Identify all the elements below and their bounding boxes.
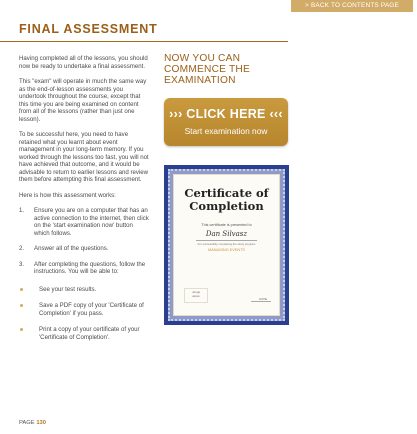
certificate-paper	[173, 174, 280, 316]
certificate-name-line	[196, 240, 257, 241]
step-text: After completing the questions, follow the instructions. You will be able to:	[34, 260, 146, 275]
list-item	[19, 302, 149, 317]
back-to-contents-button[interactable]: > BACK TO CONTENTS PAGE	[291, 0, 413, 12]
step-number: 2.	[19, 245, 25, 252]
certificate-seal-line1: Jongs	[191, 290, 200, 294]
list-item-text: Save a PDF copy of your 'Certificate of Completion' if you pass.	[39, 302, 144, 317]
certificate-date-label: DATE	[259, 297, 267, 301]
list-item-text: See your test results.	[39, 285, 97, 293]
certificate-title	[174, 187, 279, 212]
page-number	[19, 420, 46, 426]
cta-main-label: ››› CLICK HERE ‹‹‹	[169, 107, 283, 121]
step-item	[19, 207, 149, 237]
body-text	[19, 55, 149, 350]
step-number: 1.	[19, 207, 25, 214]
bullet-icon	[19, 302, 39, 317]
certificate-seal	[184, 288, 208, 303]
certificate-image	[164, 165, 289, 325]
step-text: Ensure you are on a computer that has an active connection to the internet, then click on the 'start examination now' button which follows.	[34, 207, 149, 237]
page-title: FINAL ASSESSMENT	[19, 22, 158, 36]
cta-heading: NOW YOU CAN COMMENCE THE EXAMINATION	[164, 53, 250, 87]
title-divider	[0, 41, 288, 42]
certificate-border	[168, 169, 285, 321]
intro-paragraph: Having completed all of the lessons, you should now be ready to undertake a final assessment.	[19, 55, 148, 70]
certificate-date-line	[251, 301, 271, 302]
certificate-recipient: Dan Silvasz	[205, 230, 248, 238]
certificate-title-line2: Completion	[189, 198, 264, 213]
certificate-presented-text: This certificate is presented to	[201, 223, 252, 227]
certificate-title-line1: Certificate of	[184, 186, 269, 200]
exam-description-paragraph: This "exam" will operate in much the same way as the end-of-lesson assessments you undertook throughout the course, except that this time you are being examined on content from all of the lessons (rather than just one lesson).	[19, 78, 147, 123]
step-item	[19, 245, 149, 253]
outcome-list	[19, 286, 149, 342]
step-number: 3.	[19, 260, 25, 268]
list-item-text: Print a copy of your certificate of your 'Certificate of Completion'.	[39, 326, 140, 341]
step-item	[19, 261, 149, 276]
page-number-value: 130	[36, 420, 46, 426]
list-item	[19, 286, 149, 294]
retention-paragraph: To be successful here, you need to have retained what you learnt about event management in your long-term memory. If you worked through the lessons too fast, you will not have achieved that outcome, and it would be advisable to return to earlier lessons and review them before attempting this final assessment.	[19, 131, 149, 183]
list-item	[19, 326, 149, 341]
page-label: PAGE	[19, 420, 35, 426]
how-it-works-paragraph: Here is how this assessment works:	[19, 191, 116, 199]
start-examination-button[interactable]	[164, 98, 288, 146]
step-text: Answer all of the questions.	[34, 245, 109, 252]
cta-sub-label: Start examination now	[184, 126, 268, 136]
bullet-icon	[19, 326, 39, 341]
certificate-description: For successfully completing the study program	[197, 242, 256, 246]
certificate-seal-line2: acres	[192, 294, 200, 298]
bullet-icon	[19, 286, 39, 294]
certificate-course: MANAGING EVENTS	[208, 248, 245, 252]
